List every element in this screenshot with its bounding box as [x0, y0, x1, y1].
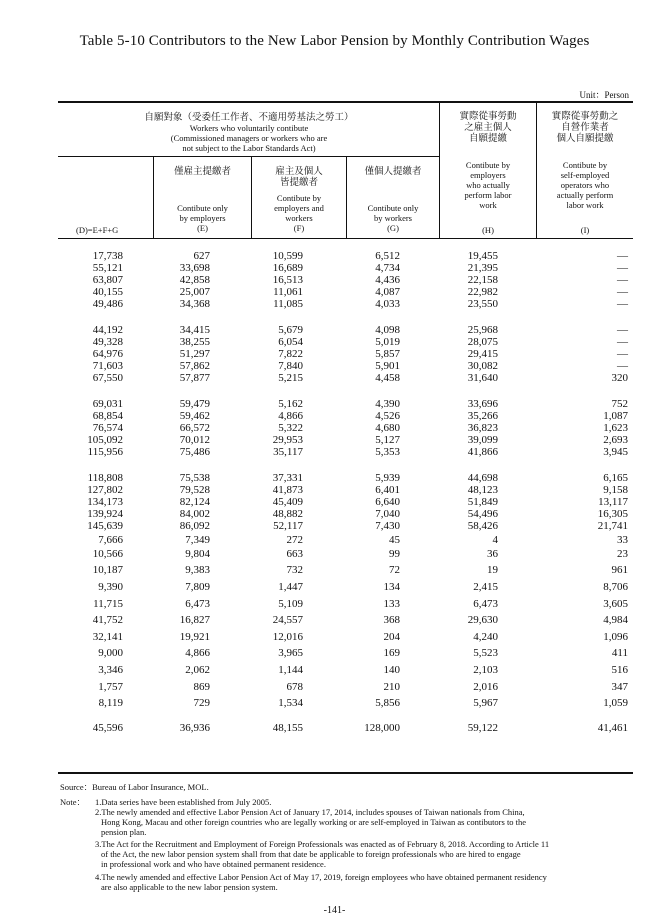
table-cell: 5,857 — [375, 348, 400, 360]
table-cell: 16,689 — [272, 262, 303, 274]
col-g-code: (G) — [387, 223, 399, 233]
table-cell: — — [617, 360, 628, 372]
table-row — [58, 262, 633, 274]
table-cell: 44,192 — [92, 324, 123, 336]
table-cell: 86,092 — [179, 520, 210, 532]
table-cell: 41,866 — [467, 446, 498, 458]
table-cell: — — [617, 250, 628, 262]
note-line: 1.Data series have been established from July 2005. — [95, 797, 272, 807]
table-cell: 7,822 — [278, 348, 303, 360]
table-cell: 57,862 — [179, 360, 210, 372]
table-cell: 29,953 — [272, 434, 303, 446]
col-e-header-en — [154, 203, 251, 233]
col-h-en-1: Contibute by — [465, 160, 511, 170]
table-cell: 41,461 — [597, 722, 628, 734]
table-cell: 5,162 — [278, 398, 303, 410]
col-f-zh-1: 雇主及個人 — [275, 166, 323, 177]
col-g-en-1: Contibute only — [367, 203, 419, 213]
table-cell: 75,538 — [179, 472, 210, 484]
col-e-zh: 僅雇主提繳者 — [173, 166, 231, 177]
table-row — [58, 472, 633, 484]
table-cell: 627 — [193, 250, 210, 262]
table-cell: 71,603 — [92, 360, 123, 372]
table-cell: 869 — [193, 681, 210, 693]
table-cell: 4,866 — [185, 647, 210, 659]
table-cell: 4,033 — [375, 298, 400, 310]
table-cell: 7,809 — [185, 581, 210, 593]
table-row — [58, 250, 633, 262]
table-cell: 1,534 — [278, 697, 303, 709]
table-cell: 31,640 — [467, 372, 498, 384]
table-cell: 25,007 — [179, 286, 210, 298]
group-header-en-2: (Commissioned managers or workers who are — [170, 133, 328, 143]
table-cell: — — [617, 336, 628, 348]
table-row — [58, 422, 633, 434]
table-cell: — — [617, 262, 628, 274]
table-cell: — — [617, 274, 628, 286]
table-cell: 169 — [383, 647, 400, 659]
table-cell: 2,016 — [473, 681, 498, 693]
table-cell: 30,082 — [467, 360, 498, 372]
col-f-en-2: employers and — [274, 203, 324, 213]
table-cell: 145,639 — [87, 520, 123, 532]
table-cell: 25,968 — [467, 324, 498, 336]
table-cell: 5,215 — [278, 372, 303, 384]
table-cell: 3,605 — [603, 598, 628, 610]
table-cell: 84,002 — [179, 508, 210, 520]
table-cell: 16,513 — [272, 274, 303, 286]
table-cell: 4,458 — [375, 372, 400, 384]
table-cell: 22,982 — [467, 286, 498, 298]
table-cell: 678 — [286, 681, 303, 693]
col-h-header — [440, 111, 536, 144]
table-cell: 134 — [383, 581, 400, 593]
table-cell: 57,877 — [179, 372, 210, 384]
table-cell: 63,807 — [92, 274, 123, 286]
table-cell: 5,109 — [278, 598, 303, 610]
col-g-header — [347, 166, 439, 177]
table-cell: 59,479 — [179, 398, 210, 410]
table-cell: 24,557 — [272, 614, 303, 626]
table-cell: — — [617, 324, 628, 336]
col-i-code: (I) — [580, 225, 590, 235]
table-cell: 33,698 — [179, 262, 210, 274]
table-cell: 4,240 — [473, 631, 498, 643]
col-h-en-2: employers — [470, 170, 506, 180]
table-cell: — — [617, 298, 628, 310]
table-cell: 82,124 — [179, 496, 210, 508]
table-row — [58, 548, 633, 560]
table-cell: 5,019 — [375, 336, 400, 348]
table-cell: 5,856 — [375, 697, 400, 709]
note-line: in professional work and who have obtained permanent residence. — [101, 859, 326, 869]
table-cell: 41,873 — [272, 484, 303, 496]
table-cell: 52,117 — [273, 520, 303, 532]
table-cell: 7,430 — [375, 520, 400, 532]
table-cell: 1,096 — [603, 631, 628, 643]
col-e-code: (E) — [197, 223, 208, 233]
group-header-zh: 自願對象（受委任工作者、不適用勞基法之勞工） — [144, 112, 354, 123]
table-row — [58, 631, 633, 643]
table-cell: 37,331 — [272, 472, 303, 484]
table-cell: 7,840 — [278, 360, 303, 372]
table-cell: 516 — [611, 664, 628, 676]
table-cell: 5,939 — [375, 472, 400, 484]
table-cell: 33 — [617, 534, 628, 546]
table-row — [58, 372, 633, 384]
table-cell: 6,512 — [375, 250, 400, 262]
table-cell: 70,012 — [179, 434, 210, 446]
table-cell: 54,496 — [467, 508, 498, 520]
col-i-en-1: Contibute by — [562, 160, 608, 170]
col-f-en-1: Contibute by — [276, 193, 322, 203]
note-line: are also applicable to the new labor pension system. — [101, 882, 278, 892]
table-cell: 34,415 — [179, 324, 210, 336]
table-cell: 58,426 — [467, 520, 498, 532]
table-row — [58, 534, 633, 546]
table-cell: 128,000 — [364, 722, 400, 734]
table-cell: 41,752 — [92, 614, 123, 626]
table-cell: 133 — [383, 598, 400, 610]
col-h-zh-2: 之雇主個人 — [464, 122, 512, 133]
group-header — [60, 112, 438, 153]
table-cell: 4,866 — [278, 410, 303, 422]
table-cell: 4,526 — [375, 410, 400, 422]
table-cell: 4 — [492, 534, 498, 546]
table-cell: 4,098 — [375, 324, 400, 336]
table-cell: 22,158 — [467, 274, 498, 286]
table-cell: 75,486 — [179, 446, 210, 458]
table-cell: 19,455 — [467, 250, 498, 262]
table-row — [58, 647, 633, 659]
table-cell: — — [617, 286, 628, 298]
table-cell: 10,599 — [272, 250, 303, 262]
table-cell: 51,297 — [179, 348, 210, 360]
col-i-code-wrap — [537, 225, 633, 235]
table-cell: 105,092 — [87, 434, 123, 446]
table-cell: 4,680 — [375, 422, 400, 434]
table-cell: 21,395 — [467, 262, 498, 274]
table-row — [58, 496, 633, 508]
table-cell: 5,901 — [375, 360, 400, 372]
col-d-label: (D)=E+F+G — [76, 225, 119, 235]
table-cell: 6,640 — [375, 496, 400, 508]
col-e-en-2: by employers — [179, 213, 226, 223]
table-cell: 411 — [611, 647, 628, 659]
col-h-zh-3: 自願提繳 — [468, 133, 507, 144]
table-cell: 5,127 — [375, 434, 400, 446]
table-cell: 42,858 — [179, 274, 210, 286]
table-cell: 9,383 — [185, 564, 210, 576]
table-cell: 21,741 — [597, 520, 628, 532]
table-cell: 6,473 — [185, 598, 210, 610]
col-i-en-2: self-employed — [560, 170, 610, 180]
table-cell: 2,103 — [473, 664, 498, 676]
table-cell: 210 — [383, 681, 400, 693]
table-cell: 55,121 — [92, 262, 123, 274]
table-cell: 732 — [286, 564, 303, 576]
table-row — [58, 598, 633, 610]
col-h-en-3: who actually — [466, 180, 510, 190]
table-cell: — — [617, 348, 628, 360]
table-cell: 961 — [611, 564, 628, 576]
table-cell: 45,409 — [272, 496, 303, 508]
table-cell: 320 — [611, 372, 628, 384]
table-cell: 13,117 — [598, 496, 628, 508]
table-cell: 11,085 — [273, 298, 303, 310]
table-cell: 64,976 — [92, 348, 123, 360]
table-row — [58, 324, 633, 336]
table-cell: 48,123 — [467, 484, 498, 496]
table-cell: 36 — [487, 548, 498, 560]
table-cell: 76,574 — [92, 422, 123, 434]
col-f-header — [252, 166, 346, 188]
col-i-zh-2: 自營作業者 — [561, 122, 609, 133]
table-row — [58, 564, 633, 576]
table-cell: 139,924 — [87, 508, 123, 520]
table-cell: 134,173 — [87, 496, 123, 508]
table-cell: 6,054 — [278, 336, 303, 348]
col-g-en-2: by workers — [373, 213, 412, 223]
table-cell: 8,119 — [98, 697, 123, 709]
table-row — [58, 298, 633, 310]
table-row — [58, 508, 633, 520]
table-cell: 59,462 — [179, 410, 210, 422]
table-cell: 44,698 — [467, 472, 498, 484]
table-row — [58, 722, 633, 734]
col-f-zh-2: 皆提繳者 — [279, 177, 318, 188]
table-cell: 2,062 — [185, 664, 210, 676]
table-cell: 272 — [286, 534, 303, 546]
table-row — [58, 360, 633, 372]
table-cell: 5,322 — [278, 422, 303, 434]
table-cell: 4,734 — [375, 262, 400, 274]
table-cell: 32,141 — [92, 631, 123, 643]
table-cell: 9,000 — [98, 647, 123, 659]
note-line: pension plan. — [101, 827, 147, 837]
table-cell: 19,921 — [179, 631, 210, 643]
table-cell: 38,255 — [179, 336, 210, 348]
table-cell: 5,679 — [278, 324, 303, 336]
table-cell: 5,523 — [473, 647, 498, 659]
col-h-en-5: work — [479, 200, 497, 210]
table-cell: 69,031 — [92, 398, 123, 410]
col-i-header — [537, 111, 633, 144]
col-g-header-en — [347, 203, 439, 233]
table-cell: 118,808 — [87, 472, 123, 484]
table-cell: 72 — [389, 564, 400, 576]
table-cell: 36,936 — [179, 722, 210, 734]
table-cell: 9,390 — [98, 581, 123, 593]
table-cell: 5,967 — [473, 697, 498, 709]
table-cell: 2,693 — [603, 434, 628, 446]
table-cell: 59,122 — [467, 722, 498, 734]
col-h-zh-1: 實際從事勞動 — [459, 111, 517, 122]
page-title: Table 5-10 Contributors to the New Labor Pension by Monthly Contribution Wages — [79, 33, 590, 49]
header-bottom-rule — [58, 238, 633, 239]
table-cell: 35,266 — [467, 410, 498, 422]
table-cell: 140 — [383, 664, 400, 676]
table-cell: 9,158 — [603, 484, 628, 496]
group-underline — [58, 156, 439, 157]
group-header-en-1: Workers who voluntarily contibute — [189, 123, 309, 133]
table-cell: 11,061 — [273, 286, 303, 298]
table-cell: 1,447 — [278, 581, 303, 593]
table-bottom-rule — [58, 772, 633, 774]
table-cell: 36,823 — [467, 422, 498, 434]
col-h-en-4: perform labor — [464, 190, 512, 200]
note-line: 2.The newly amended and effective Labor Pension Act of January 17, 2014, includes spouses of Taiwan nationals from China, — [95, 807, 525, 817]
col-i-en-5: labor work — [566, 200, 604, 210]
table-cell: 17,738 — [92, 250, 123, 262]
table-row — [58, 581, 633, 593]
col-h-code: (H) — [482, 225, 494, 235]
table-cell: 1,144 — [278, 664, 303, 676]
table-cell: 3,346 — [98, 664, 123, 676]
table-cell: 23,550 — [467, 298, 498, 310]
table-cell: 48,155 — [272, 722, 303, 734]
table-row — [58, 681, 633, 693]
table-cell: 1,757 — [98, 681, 123, 693]
table-cell: 34,368 — [179, 298, 210, 310]
table-cell: 28,075 — [467, 336, 498, 348]
table-cell: 10,187 — [92, 564, 123, 576]
table-cell: 66,572 — [179, 422, 210, 434]
table-cell: 204 — [383, 631, 400, 643]
table-cell: 4,984 — [603, 614, 628, 626]
table-cell: 29,630 — [467, 614, 498, 626]
unit-label: Unit：Person — [579, 90, 629, 100]
note-line: 4.The newly amended and effective Labor Pension Act of May 17, 2019, foreign employees who have obtained permanent residency — [95, 872, 547, 882]
table-cell: 39,099 — [467, 434, 498, 446]
col-h-code-wrap — [440, 225, 536, 235]
table-top-rule — [58, 101, 633, 103]
table-cell: 4,390 — [375, 398, 400, 410]
table-row — [58, 398, 633, 410]
source-line: Source：Bureau of Labor Insurance, MOL. — [60, 782, 209, 792]
table-cell: 19 — [487, 564, 498, 576]
table-cell: 45 — [389, 534, 400, 546]
page-number: -141- — [323, 905, 346, 916]
note-line: Hong Kong, Macau and other foreign countries who are legally working or are self-employed in Taiwan as contibutors to the — [101, 817, 527, 827]
col-f-en-3: workers — [285, 213, 313, 223]
table-cell: 9,804 — [185, 548, 210, 560]
col-i-header-en — [537, 160, 633, 210]
col-f-header-en — [252, 193, 346, 233]
table-cell: 5,353 — [375, 446, 400, 458]
note-line: of the Act, the new labor pension system shall from that date be applicable to foreign professionals who are hired to engage — [101, 849, 521, 859]
table-row — [58, 446, 633, 458]
table-cell: 51,849 — [467, 496, 498, 508]
table-cell: 1,623 — [603, 422, 628, 434]
table-cell: 3,965 — [278, 647, 303, 659]
table-row — [58, 410, 633, 422]
table-row — [58, 520, 633, 532]
group-header-en-3: not subject to the Labor Standards Act) — [182, 143, 316, 153]
table-row — [58, 434, 633, 446]
table-row — [58, 348, 633, 360]
table-cell: 35,117 — [273, 446, 303, 458]
table-cell: 10,566 — [92, 548, 123, 560]
table-row — [58, 336, 633, 348]
table-cell: 6,401 — [375, 484, 400, 496]
table-cell: 127,802 — [87, 484, 123, 496]
table-cell: 40,155 — [92, 286, 123, 298]
table-row — [58, 274, 633, 286]
col-h-header-en — [440, 160, 536, 210]
table-row — [58, 664, 633, 676]
table-cell: 2,415 — [473, 581, 498, 593]
table-cell: 68,854 — [92, 410, 123, 422]
table-cell: 752 — [611, 398, 628, 410]
table-cell: 48,882 — [272, 508, 303, 520]
table-cell: 7,040 — [375, 508, 400, 520]
table-cell: 7,349 — [185, 534, 210, 546]
col-e-header — [154, 166, 251, 177]
table-cell: 16,305 — [597, 508, 628, 520]
table-cell: 23 — [617, 548, 628, 560]
table-cell: 347 — [611, 681, 628, 693]
table-cell: 8,706 — [603, 581, 628, 593]
table-cell: 4,436 — [375, 274, 400, 286]
table-cell: 1,087 — [603, 410, 628, 422]
table-cell: 7,666 — [98, 534, 123, 546]
table-row — [58, 697, 633, 709]
note-label: Note： — [60, 797, 86, 807]
table-cell: 16,827 — [179, 614, 210, 626]
col-i-zh-3: 個人自願提繳 — [556, 133, 614, 144]
table-cell: 6,473 — [473, 598, 498, 610]
table-cell: 99 — [389, 548, 400, 560]
table-row — [58, 614, 633, 626]
table-cell: 12,016 — [272, 631, 303, 643]
col-i-zh-1: 實際從事勞動之 — [551, 111, 619, 122]
col-g-zh: 僅個人提繳者 — [364, 166, 422, 177]
table-row — [58, 484, 633, 496]
table-cell: 79,528 — [179, 484, 210, 496]
table-cell: 3,945 — [603, 446, 628, 458]
table-cell: 663 — [286, 548, 303, 560]
col-i-en-3: operators who — [560, 180, 610, 190]
table-cell: 49,486 — [92, 298, 123, 310]
table-cell: 368 — [383, 614, 400, 626]
col-e-en-1: Contibute only — [177, 203, 228, 213]
table-row — [58, 286, 633, 298]
note-line: 3.The Act for the Recruitment and Employment of Foreign Professionals was enacted as of February 8, 2018. According to Article 11 — [95, 839, 550, 849]
table-cell: 115,956 — [87, 446, 123, 458]
table-cell: 33,696 — [467, 398, 498, 410]
table-cell: 11,715 — [93, 598, 123, 610]
col-i-en-4: actually perform — [556, 190, 614, 200]
table-cell: 67,550 — [92, 372, 123, 384]
table-cell: 1,059 — [603, 697, 628, 709]
table-cell: 729 — [193, 697, 210, 709]
table-cell: 49,328 — [92, 336, 123, 348]
table-cell: 29,415 — [467, 348, 498, 360]
table-cell: 6,165 — [603, 472, 628, 484]
table-cell: 4,087 — [375, 286, 400, 298]
table-cell: 45,596 — [92, 722, 123, 734]
col-f-code: (F) — [293, 223, 305, 233]
